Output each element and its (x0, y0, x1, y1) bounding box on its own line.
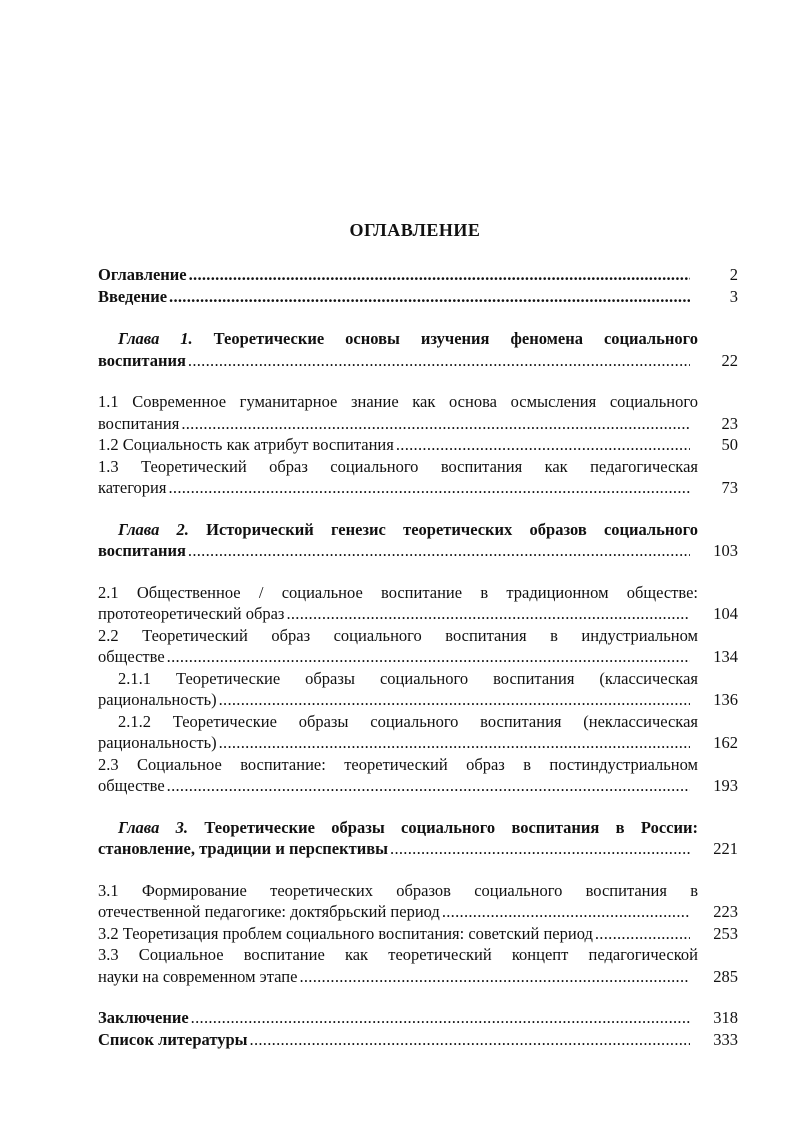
toc-entry-text: Оглавление (98, 265, 187, 284)
toc-page-number: 162 (713, 733, 738, 752)
leader-dots (188, 350, 690, 372)
toc-page-number: 134 (713, 647, 738, 666)
toc-page-number: 223 (713, 902, 738, 921)
section-line-2: обществе (98, 776, 165, 795)
chapter-label: Глава 2. (118, 519, 189, 539)
section-line-2: прототеоретический образ (98, 604, 285, 623)
toc-chapter-3 (98, 817, 738, 860)
section-line-2: рациональность) (98, 690, 217, 709)
leader-dots (168, 477, 690, 499)
toc-page-number: 3 (729, 286, 738, 306)
section-line-2: отечественной педагогике: доктябрьский период (98, 902, 440, 921)
section-line-2: рациональность) (98, 733, 217, 752)
leader-dots (286, 603, 690, 625)
toc-page-number: 285 (713, 966, 738, 986)
chapter-title-line-2: воспитания (98, 350, 186, 370)
toc-page-number: 333 (713, 1029, 738, 1049)
toc-section-3-3 (98, 944, 738, 987)
chapter-label: Глава 1. (118, 329, 193, 348)
section-line-1: 1.3 Теоретический образ социального воспитания как педагогическая (98, 456, 698, 476)
leader-dots (299, 966, 690, 988)
toc-section-3-2 (98, 923, 738, 945)
toc-page-number: 103 (713, 541, 738, 560)
toc-entry-conclusion (98, 1007, 738, 1029)
chapter-title-line-2: становление, традиции и перспективы (98, 839, 389, 858)
section-line-1: 1.2 Социальность как атрибут воспитания (98, 435, 394, 454)
toc-chapter-1 (98, 328, 738, 371)
toc-section-1-3 (98, 456, 738, 499)
leader-dots (390, 838, 690, 860)
section-line-1: 2.3 Социальное воспитание: теоретический образ в постиндустриальном (98, 754, 698, 774)
leader-dots (188, 540, 690, 562)
section-line-1: 1.1 Современное гуманитарное знание как основа осмысления социального (98, 392, 698, 411)
toc-section-3-1 (98, 880, 738, 923)
section-line-1: 2.1.1 Теоретические образы социального воспитания (классическая (118, 668, 698, 688)
toc-page-number: 221 (713, 839, 738, 858)
table-of-contents (98, 264, 738, 1050)
chapter-title-line-1: Теоретические образы социального воспитания в России: (204, 817, 698, 837)
section-line-2: воспитания (98, 413, 180, 433)
toc-entry-references (98, 1029, 738, 1051)
section-line-1: 2.1.2 Теоретические образы социального воспитания (неклассическая (118, 711, 698, 731)
section-line-1: 2.2 Теоретический образ социального воспитания в индустриальном (98, 625, 698, 645)
section-line-2: категория (98, 478, 167, 497)
page-title: ОГЛАВЛЕНИЕ (349, 220, 481, 240)
chapter-title-line-2: воспитания (98, 541, 186, 560)
toc-section-2-3 (98, 754, 738, 797)
leader-dots (250, 1029, 690, 1051)
toc-subsection-2-1-1 (98, 668, 738, 711)
toc-page-number: 22 (721, 350, 738, 370)
toc-section-2-1 (98, 582, 738, 625)
leader-dots (219, 689, 690, 711)
toc-section-2-2 (98, 625, 738, 668)
toc-page-number: 23 (721, 413, 738, 433)
section-line-1: 2.1 Общественное / социальное воспитание в традиционном обществе: (98, 582, 698, 602)
chapter-label: Глава 3. (118, 817, 189, 837)
leader-dots (169, 286, 690, 308)
section-line-1: 3.1 Формирование теоретических образов социального воспитания в (98, 880, 698, 900)
leader-dots (167, 646, 690, 668)
chapter-title-line-1: Теоретические основы изучения феномена социального (213, 329, 698, 348)
toc-page-number: 253 (713, 923, 738, 943)
toc-page-number: 73 (721, 478, 738, 497)
toc-section-1-2 (98, 434, 738, 456)
leader-dots (396, 434, 690, 456)
toc-entry-contents (98, 264, 738, 286)
toc-section-1-1 (98, 391, 738, 434)
leader-dots (442, 901, 690, 923)
leader-dots (189, 264, 690, 286)
toc-page-number: 193 (713, 776, 738, 795)
chapter-title-line-1: Исторический генезис теоретических образов социального (206, 519, 698, 539)
leader-dots (167, 775, 690, 797)
toc-entry-text: Введение (98, 286, 168, 306)
section-line-2: науки на современном этапе (98, 966, 298, 986)
toc-page-number: 318 (713, 1008, 738, 1027)
section-line-2: обществе (98, 647, 165, 666)
toc-page-number: 2 (729, 265, 738, 284)
toc-entry-introduction (98, 286, 738, 308)
leader-dots (595, 923, 690, 945)
leader-dots (191, 1007, 690, 1029)
toc-chapter-2 (98, 519, 738, 562)
section-line-1: 3.2 Теоретизация проблем социального воспитания: советский период (98, 923, 593, 943)
toc-subsection-2-1-2 (98, 711, 738, 754)
toc-entry-text: Список литературы (98, 1029, 248, 1049)
toc-page-number: 50 (721, 435, 738, 454)
leader-dots (181, 413, 690, 435)
leader-dots (219, 732, 690, 754)
toc-page-number: 104 (713, 604, 738, 623)
toc-page-number: 136 (713, 690, 738, 709)
section-line-1: 3.3 Социальное воспитание как теоретический концепт педагогической (98, 945, 698, 964)
toc-entry-text: Заключение (98, 1008, 189, 1027)
